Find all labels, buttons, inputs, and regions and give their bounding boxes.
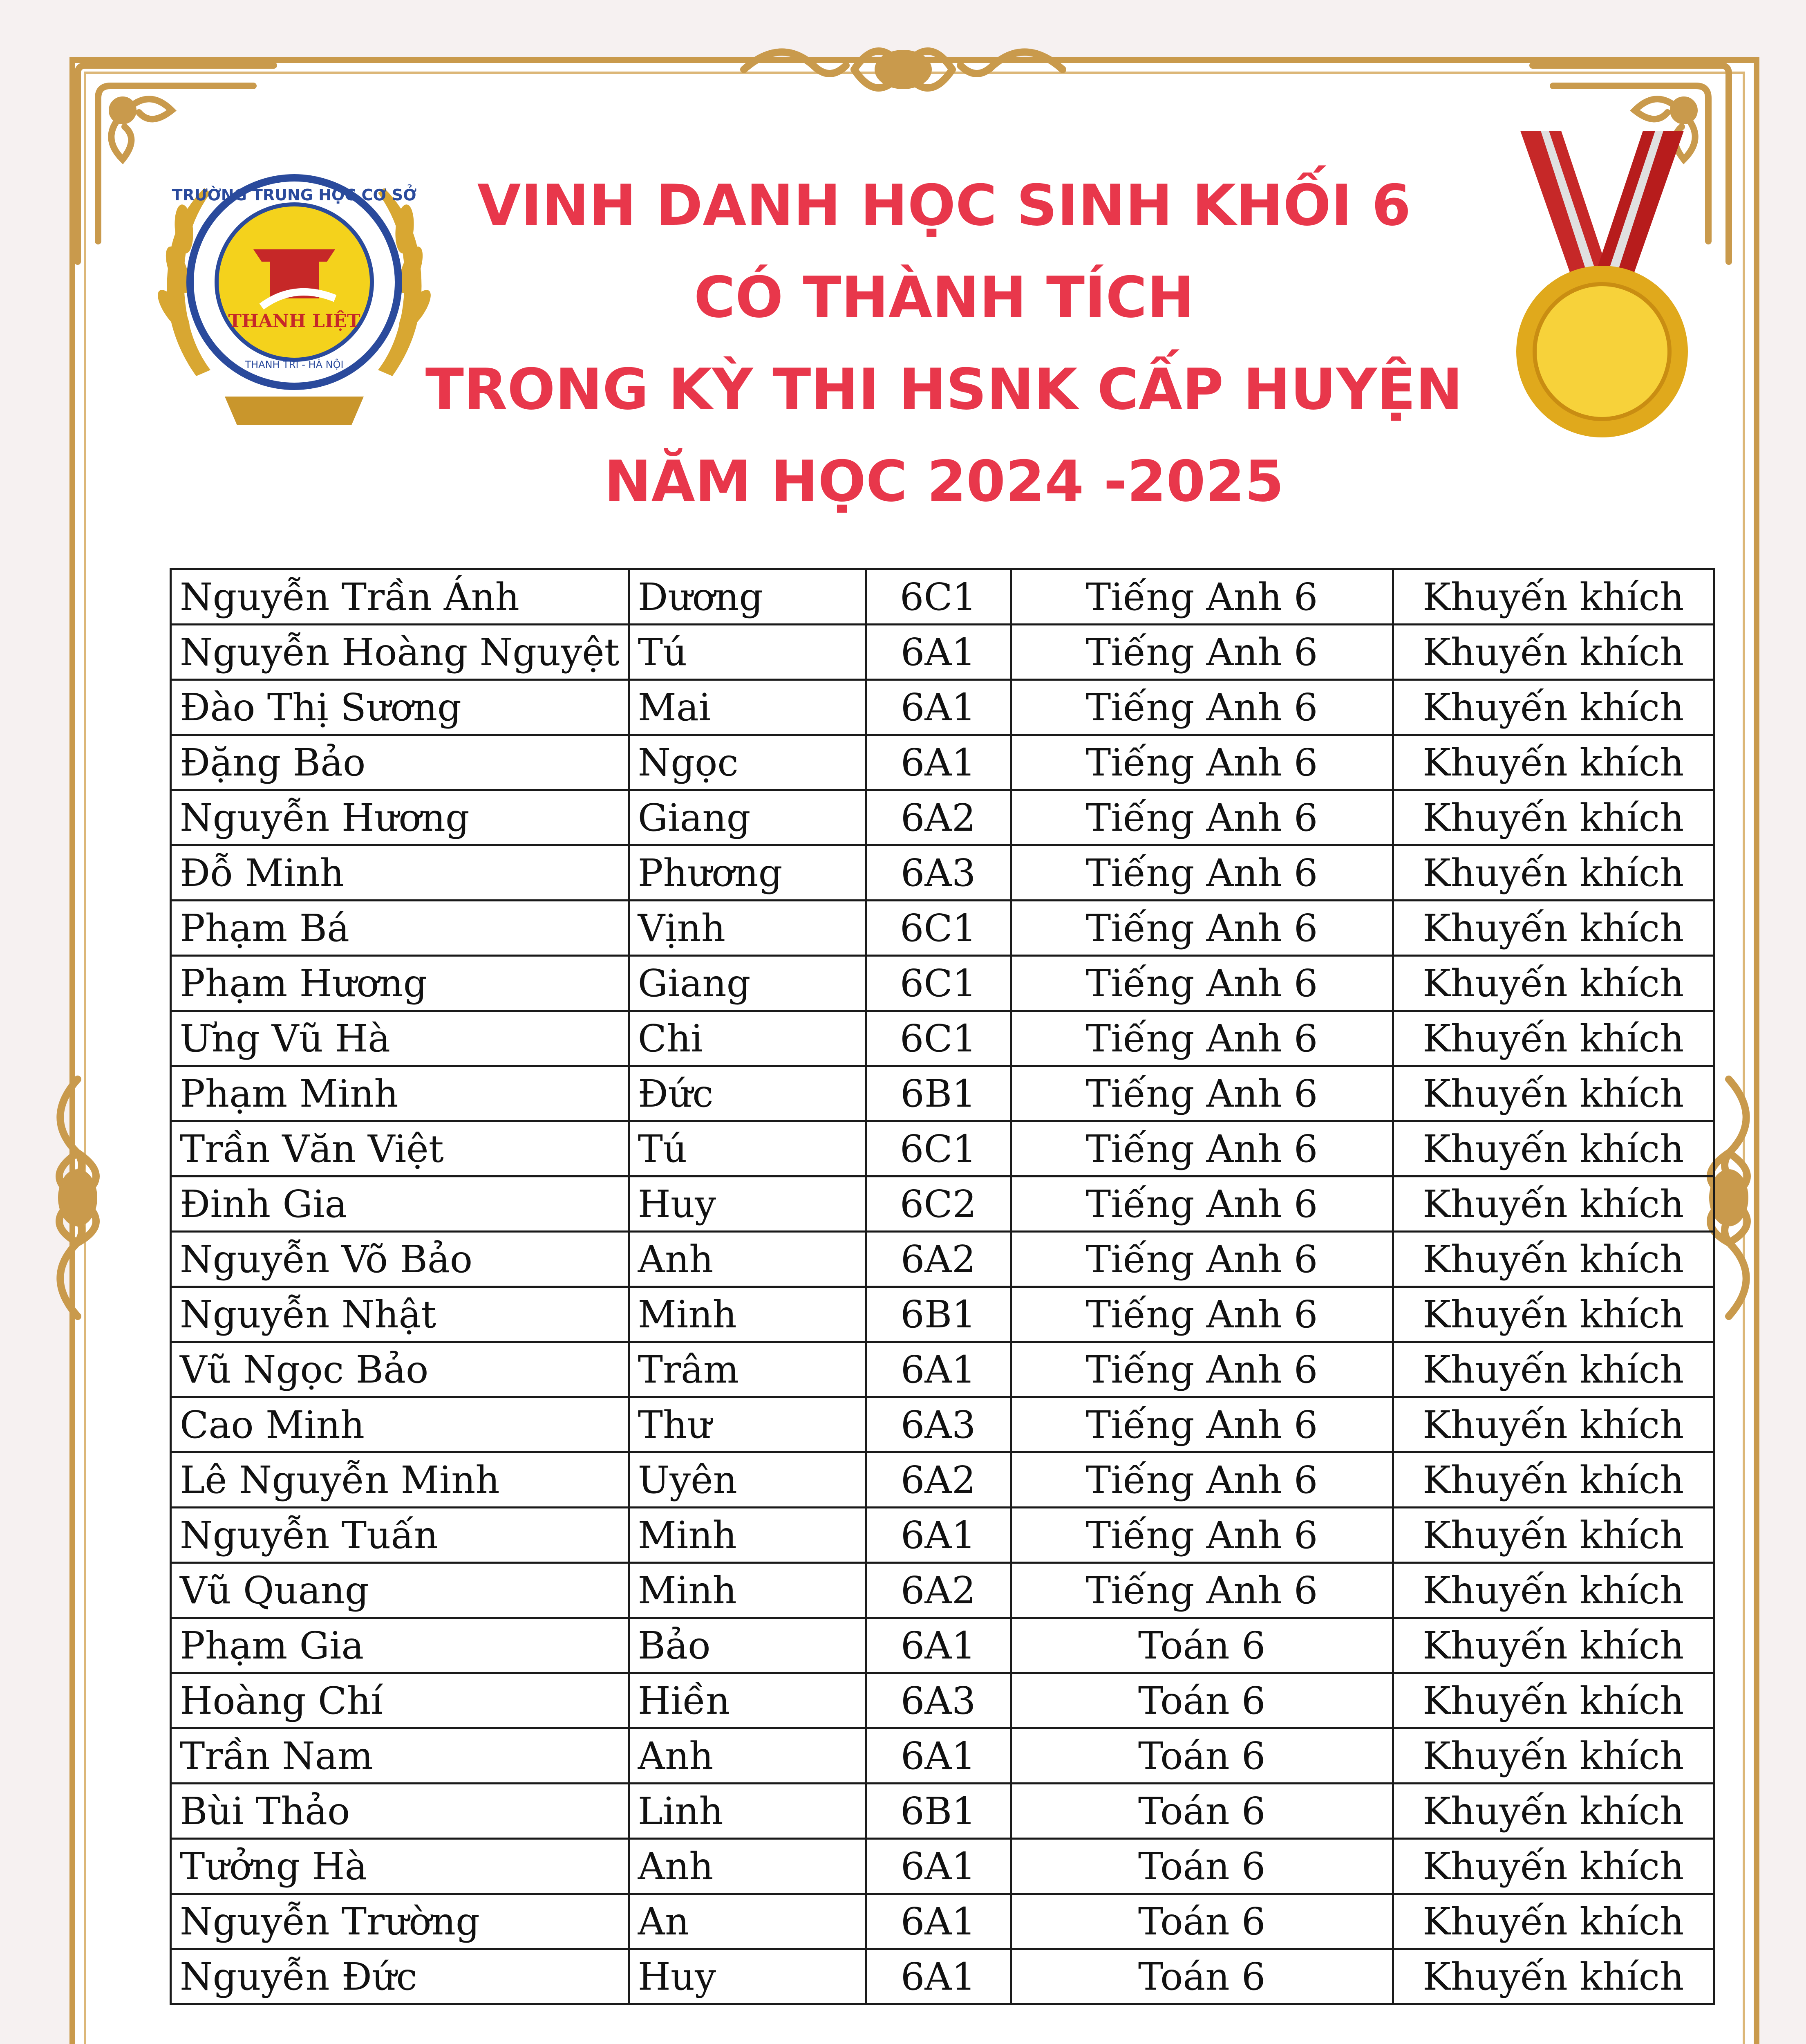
cell-first-name: Huy [629,1949,866,2004]
table-row [171,1287,1714,1342]
cell-class: 6A1 [866,625,1011,680]
table-row [171,845,1714,901]
cell-class: 6C1 [866,1011,1011,1066]
cell-class: 6A3 [866,1397,1011,1452]
cell-subject: Tiếng Anh 6 [1011,1342,1393,1397]
cell-subject: Tiếng Anh 6 [1011,790,1393,845]
cell-subject: Tiếng Anh 6 [1011,1287,1393,1342]
cell-award: Khuyến khích [1393,1618,1714,1673]
cell-last-name: Cao Minh [171,1397,629,1452]
cell-class: 6C1 [866,1121,1011,1177]
cell-award: Khuyến khích [1393,1673,1714,1728]
cell-last-name: Nguyễn Trần Ánh [171,569,629,625]
cell-last-name: Phạm Gia [171,1618,629,1673]
cell-last-name: Nguyễn Hương [171,790,629,845]
cell-last-name: Đào Thị Sương [171,680,629,735]
table-row [171,1066,1714,1121]
cell-subject: Tiếng Anh 6 [1011,956,1393,1011]
cell-class: 6C2 [866,1177,1011,1232]
cell-class: 6A1 [866,1618,1011,1673]
cell-award: Khuyến khích [1393,1894,1714,1949]
cell-award: Khuyến khích [1393,1287,1714,1342]
cell-class: 6A2 [866,1563,1011,1618]
cell-class: 6A3 [866,1673,1011,1728]
cell-award: Khuyến khích [1393,1232,1714,1287]
cell-subject: Tiếng Anh 6 [1011,1066,1393,1121]
cell-last-name: Phạm Bá [171,901,629,956]
cell-award: Khuyến khích [1393,1397,1714,1452]
cell-last-name: Nguyễn Trường [171,1894,629,1949]
cell-last-name: Đỗ Minh [171,845,629,901]
cell-subject: Tiếng Anh 6 [1011,569,1393,625]
cell-first-name: Tú [629,625,866,680]
cell-class: 6A2 [866,1232,1011,1287]
left-scroll-ornament-icon [37,1071,119,1325]
cell-subject: Tiếng Anh 6 [1011,1011,1393,1066]
cell-last-name: Trần Văn Việt [171,1121,629,1177]
table-row [171,1618,1714,1673]
cell-subject: Tiếng Anh 6 [1011,901,1393,956]
cell-subject: Tiếng Anh 6 [1011,1452,1393,1508]
cell-first-name: Anh [629,1232,866,1287]
cell-class: 6A1 [866,735,1011,790]
title-line-3: TRONG KỲ THI HSNK CẤP HUYỆN [425,356,1463,422]
cell-last-name: Hoàng Chí [171,1673,629,1728]
cell-award: Khuyến khích [1393,1121,1714,1177]
cell-last-name: Trần Nam [171,1728,629,1784]
table-row [171,790,1714,845]
cell-class: 6A1 [866,1728,1011,1784]
cell-award: Khuyến khích [1393,1839,1714,1894]
cell-last-name: Vũ Ngọc Bảo [171,1342,629,1397]
cell-first-name: Vịnh [629,901,866,956]
cell-first-name: Linh [629,1784,866,1839]
cell-first-name: Minh [629,1563,866,1618]
cell-first-name: Minh [629,1287,866,1342]
cell-class: 6C1 [866,956,1011,1011]
cell-award: Khuyến khích [1393,680,1714,735]
cell-award: Khuyến khích [1393,1949,1714,2004]
cell-class: 6A2 [866,790,1011,845]
cell-award: Khuyến khích [1393,1728,1714,1784]
cell-last-name: Vũ Quang [171,1563,629,1618]
title-line-4: NĂM HỌC 2024 -2025 [604,448,1284,514]
cell-class: 6A1 [866,1894,1011,1949]
cell-last-name: Lê Nguyễn Minh [171,1452,629,1508]
gold-medal-icon [1504,123,1700,450]
cell-award: Khuyến khích [1393,845,1714,901]
cell-last-name: Nguyễn Đức [171,1949,629,2004]
cell-subject: Tiếng Anh 6 [1011,625,1393,680]
cell-last-name: Nguyễn Tuấn [171,1508,629,1563]
table-row [171,1728,1714,1784]
cell-award: Khuyến khích [1393,625,1714,680]
cell-last-name: Nguyễn Nhật [171,1287,629,1342]
cell-subject: Tiếng Anh 6 [1011,735,1393,790]
cell-first-name: Tú [629,1121,866,1177]
table-row [171,1397,1714,1452]
table-row [171,901,1714,956]
cell-last-name: Tưởng Hà [171,1839,629,1894]
cell-subject: Tiếng Anh 6 [1011,1121,1393,1177]
cell-subject: Toán 6 [1011,1673,1393,1728]
cell-first-name: Uyên [629,1452,866,1508]
cell-subject: Tiếng Anh 6 [1011,680,1393,735]
cell-subject: Toán 6 [1011,1839,1393,1894]
table-row [171,1177,1714,1232]
cell-subject: Tiếng Anh 6 [1011,845,1393,901]
cell-award: Khuyến khích [1393,1011,1714,1066]
cell-first-name: Bảo [629,1618,866,1673]
cell-first-name: Thư [629,1397,866,1452]
cell-subject: Tiếng Anh 6 [1011,1397,1393,1452]
cell-class: 6B1 [866,1784,1011,1839]
title-line-1: VINH DANH HỌC SINH KHỐI 6 [477,173,1411,238]
cell-class: 6B1 [866,1287,1011,1342]
cell-award: Khuyến khích [1393,1508,1714,1563]
cell-subject: Tiếng Anh 6 [1011,1563,1393,1618]
cell-class: 6C1 [866,901,1011,956]
cell-first-name: Phương [629,845,866,901]
table-row [171,735,1714,790]
logo-ring-text: TRƯỜNG TRUNG HỌC CƠ SỞ [172,186,417,204]
cell-first-name: Trâm [629,1342,866,1397]
cell-class: 6A1 [866,1342,1011,1397]
cell-last-name: Phạm Hương [171,956,629,1011]
cell-first-name: Hiền [629,1673,866,1728]
cell-first-name: Giang [629,956,866,1011]
cell-award: Khuyến khích [1393,790,1714,845]
cell-first-name: Đức [629,1066,866,1121]
logo-location: THANH TRÌ - HÀ NỘI [245,359,344,370]
cell-award: Khuyến khích [1393,735,1714,790]
cell-first-name: Ngọc [629,735,866,790]
table-row [171,1894,1714,1949]
cell-class: 6A1 [866,680,1011,735]
cell-award: Khuyến khích [1393,569,1714,625]
table-row [171,1232,1714,1287]
top-scroll-ornament-icon [732,20,1075,119]
cell-class: 6A1 [866,1839,1011,1894]
cell-last-name: Nguyễn Hoàng Nguyệt [171,625,629,680]
cell-first-name: Mai [629,680,866,735]
cell-award: Khuyến khích [1393,1563,1714,1618]
cell-award: Khuyến khích [1393,901,1714,956]
logo-school-name: THANH LIỆT [228,311,360,332]
cell-first-name: Dương [629,569,866,625]
cell-subject: Tiếng Anh 6 [1011,1232,1393,1287]
table-row [171,1563,1714,1618]
page-title [368,159,1520,527]
cell-award: Khuyến khích [1393,1066,1714,1121]
cell-last-name: Đặng Bảo [171,735,629,790]
cell-class: 6A3 [866,845,1011,901]
cell-award: Khuyến khích [1393,1784,1714,1839]
cell-last-name: Ưng Vũ Hà [171,1011,629,1066]
cell-last-name: Nguyễn Võ Bảo [171,1232,629,1287]
cell-last-name: Phạm Minh [171,1066,629,1121]
table-row [171,680,1714,735]
table-row [171,569,1714,625]
table-row [171,1949,1714,2004]
table-row [171,956,1714,1011]
cell-last-name: Bùi Thảo [171,1784,629,1839]
cell-subject: Toán 6 [1011,1784,1393,1839]
table-row [171,1839,1714,1894]
table-row [171,1784,1714,1839]
table-row [171,1342,1714,1397]
table-row [171,1452,1714,1508]
cell-award: Khuyến khích [1393,956,1714,1011]
cell-subject: Toán 6 [1011,1949,1393,2004]
table-row [171,1011,1714,1066]
cell-first-name: Minh [629,1508,866,1563]
table-row [171,1673,1714,1728]
cell-first-name: Chi [629,1011,866,1066]
cell-class: 6B1 [866,1066,1011,1121]
cell-last-name: Đinh Gia [171,1177,629,1232]
cell-subject: Toán 6 [1011,1894,1393,1949]
cell-subject: Toán 6 [1011,1728,1393,1784]
cell-first-name: Anh [629,1839,866,1894]
cell-first-name: Anh [629,1728,866,1784]
cell-subject: Toán 6 [1011,1618,1393,1673]
cell-first-name: Giang [629,790,866,845]
cell-subject: Tiếng Anh 6 [1011,1177,1393,1232]
cell-first-name: An [629,1894,866,1949]
cell-class: 6A1 [866,1508,1011,1563]
cell-award: Khuyến khích [1393,1452,1714,1508]
table-row [171,1508,1714,1563]
cell-award: Khuyến khích [1393,1177,1714,1232]
table-row [171,1121,1714,1177]
cell-first-name: Huy [629,1177,866,1232]
title-line-2: CÓ THÀNH TÍCH [694,264,1195,330]
cell-class: 6A2 [866,1452,1011,1508]
cell-class: 6A1 [866,1949,1011,2004]
cell-subject: Tiếng Anh 6 [1011,1508,1393,1563]
honor-roll-table [170,568,1715,2005]
table-row [171,625,1714,680]
cell-award: Khuyến khích [1393,1342,1714,1397]
cell-class: 6C1 [866,569,1011,625]
